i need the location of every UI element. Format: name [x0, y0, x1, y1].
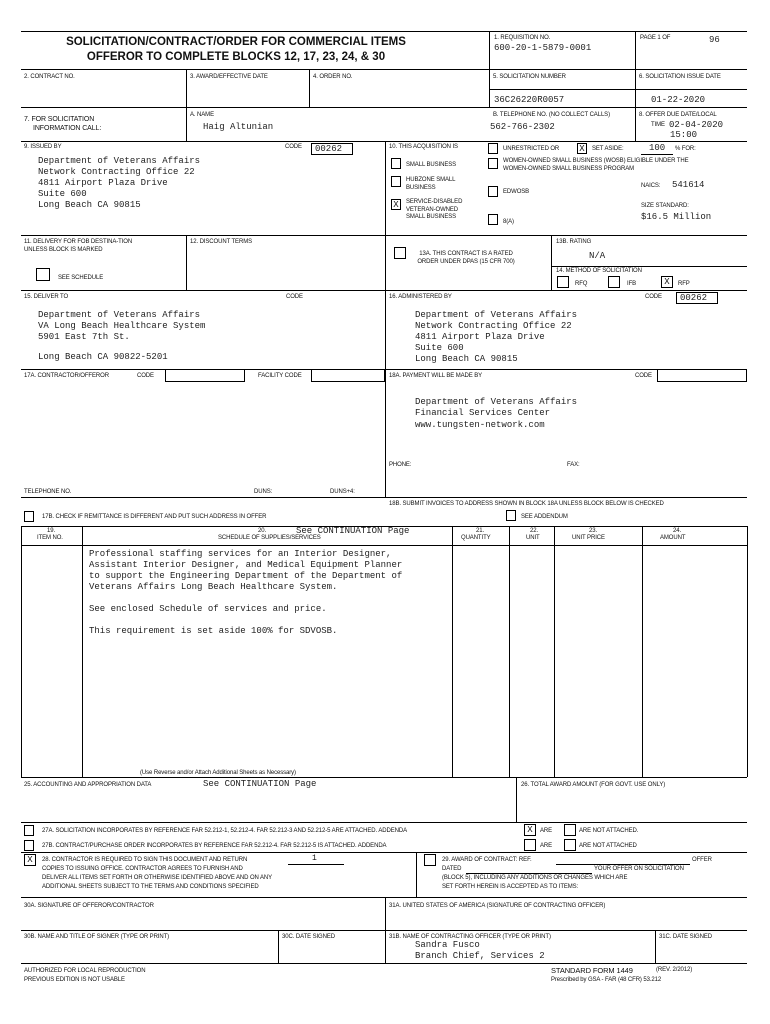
signature-offeror-label: 30A. SIGNATURE OF OFFEROR/CONTRACTOR — [24, 903, 154, 909]
requisition-label: 1. REQUISITION NO. — [494, 35, 551, 41]
address-line: Long Beach CA 90822-5201 — [38, 352, 168, 362]
issued-by-code: 00262 — [315, 144, 343, 154]
set-aside-checkbox[interactable]: X — [577, 143, 587, 154]
acquisition-label: 10. THIS ACQUISITION IS — [389, 144, 458, 150]
issue-date-value[interactable]: 01-22-2020 — [651, 95, 706, 105]
col23-header: UNIT PRICE — [572, 535, 605, 541]
footer-revision: (REV. 2/2012) — [656, 967, 693, 973]
payment-label: 18A. PAYMENT WILL BE MADE BY — [389, 373, 483, 379]
contractor-code-box[interactable] — [165, 369, 245, 382]
solicitation-method-label: 14. METHOD OF SOLICITATION — [556, 268, 642, 274]
form-title-line1: SOLICITATION/CONTRACT/ORDER FOR COMMERCIAL ITEMS — [66, 36, 406, 48]
address-line: 5901 East 7th St. — [38, 332, 130, 342]
col23-number: 23. — [589, 528, 598, 534]
officer-name[interactable]: Sandra Fusco — [415, 940, 480, 950]
officer-title[interactable]: Branch Chief, Services 2 — [415, 951, 545, 961]
27a-are-label: ARE — [540, 828, 553, 834]
hubzone-checkbox[interactable] — [391, 176, 401, 187]
address-line: Network Contracting Office 22 — [415, 321, 572, 331]
total-award-label: 26. TOTAL AWARD AMOUNT (FOR GOVT. USE ONLY) — [521, 782, 666, 788]
address-line: www.tungsten-network.com — [415, 420, 545, 430]
deliver-to-code-label: CODE — [286, 294, 303, 300]
unrestricted-checkbox[interactable] — [488, 143, 498, 154]
solicitation-no-label: 5. SOLICITATION NUMBER — [493, 74, 566, 80]
reverse-note: (Use Reverse and/or Attach Additional Sheets as Necessary) — [140, 770, 296, 776]
issued-by-code-label: CODE — [285, 144, 302, 150]
rating-label: 13B. RATING — [556, 239, 592, 245]
set-aside-percent[interactable]: 100 — [649, 143, 666, 153]
col20-header: SCHEDULE OF SUPPLIES/SERVICES — [218, 535, 321, 541]
accounting-label: 25. ACCOUNTING AND APPROPRIATION DATA — [24, 782, 152, 788]
see-schedule-checkbox[interactable] — [36, 268, 50, 281]
ifb-checkbox[interactable] — [608, 276, 620, 288]
size-standard-value[interactable]: $16.5 Million — [641, 212, 712, 222]
addendum-label: SEE ADDENDUM — [521, 514, 568, 520]
solicitation-no-value[interactable]: 36C26220R0057 — [494, 95, 565, 105]
telephone-value[interactable]: 562-766-2302 — [490, 122, 555, 132]
eight-a-checkbox[interactable] — [488, 214, 498, 225]
addendum-checkbox[interactable] — [506, 510, 516, 521]
address-line: Network Contracting Office 22 — [38, 167, 195, 177]
signature-officer-label: 31A. UNITED STATES OF AMERICA (SIGNATURE OF CONTRACTING OFFICER) — [389, 903, 606, 909]
percent-underline — [641, 154, 673, 155]
rated-order-checkbox[interactable] — [394, 247, 406, 259]
27b-are-label: ARE — [540, 843, 553, 849]
copies-underline — [288, 864, 344, 865]
address-line: Long Beach CA 90815 — [415, 354, 518, 364]
address-line: Department of Veterans Affairs — [415, 397, 578, 407]
address-line: Department of Veterans Affairs — [415, 310, 578, 320]
edwosb-label: EDWOSB — [503, 189, 530, 195]
sdvosb-label: SERVICE-DISABLED VETERAN-OWNED SMALL BUSINESS — [406, 199, 463, 220]
28-text-3: DELIVER ALL ITEMS SET FORTH OR OTHERWISE IDENTIFIED ABOVE AND ON ANY — [42, 875, 273, 881]
contractor-code-label: CODE — [137, 373, 154, 379]
col20-value[interactable]: See CONTINUATION Page — [296, 526, 410, 536]
form-title-line2: OFFEROR TO COMPLETE BLOCKS 12, 17, 23, 24, & 30 — [86, 51, 386, 63]
footer-previous: PREVIOUS EDITION IS NOT USABLE — [24, 977, 125, 983]
col24-header: AMOUNT — [660, 535, 686, 541]
28-copies[interactable]: 1 — [312, 854, 317, 863]
col20-number: 20. — [258, 528, 267, 534]
rating-value[interactable]: N/A — [589, 251, 606, 261]
schedule-description[interactable]: Professional staffing services for an Interior Designer, Assistant Interior Designer, and Medical Equipment Planner to support the Engineering Department of the Department of Veterans Affairs Long Beach Healthcare System. See enclosed Schedule of services and price. This requirement is set aside 100% for SDVOSB. — [89, 549, 403, 636]
administered-by-code: 00262 — [680, 293, 708, 303]
29-checkbox[interactable] — [424, 854, 436, 866]
27a-are-not-checkbox[interactable] — [564, 824, 576, 836]
payment-code-label: CODE — [635, 373, 652, 379]
29-dated: DATED — [442, 866, 462, 872]
dated-underline — [466, 873, 592, 874]
address-line: 4811 Airport Plaza Drive — [415, 332, 545, 342]
officer-date-signed-label: 31C. DATE SIGNED — [659, 934, 712, 940]
issue-date-label: 6. SOLICITATION ISSUE DATE — [639, 74, 721, 80]
address-line: Long Beach CA 90815 — [38, 200, 141, 210]
phone-label: PHONE: — [389, 462, 412, 468]
28-text-2: COPIES TO ISSUING OFFICE. CONTRACTOR AGREES TO FURNISH AND — [42, 866, 243, 872]
discount-terms-label: 12. DISCOUNT TERMS — [190, 239, 252, 245]
see-schedule-label: SEE SCHEDULE — [58, 275, 104, 281]
col19-number: 19. — [47, 528, 56, 534]
unrestricted-label: UNRESTRICTED OR — [503, 146, 560, 152]
rfq-checkbox[interactable] — [557, 276, 569, 288]
contract-no-label: 2. CONTRACT NO. — [24, 74, 75, 80]
contact-name[interactable]: Haig Altunian — [203, 122, 274, 132]
27b-are-checkbox[interactable] — [524, 839, 536, 851]
ref-underline — [556, 864, 690, 865]
facility-code-label: FACILITY CODE — [258, 373, 302, 379]
naics-value[interactable]: 541614 — [672, 180, 705, 190]
rfp-checkbox[interactable]: X — [661, 276, 673, 288]
issued-by-label: 9. ISSUED BY — [24, 144, 62, 150]
small-business-checkbox[interactable] — [391, 158, 401, 169]
contractor-label: 17A. CONTRACTOR/OFFEROR — [24, 373, 109, 379]
info-call-label-1: 7. FOR SOLICITATION — [24, 116, 95, 123]
address-line: Suite 600 — [415, 343, 464, 353]
duns-label: DUNS: — [254, 489, 273, 495]
naics-label: NAICS: — [641, 183, 661, 189]
eight-a-label: 8(A) — [503, 219, 514, 225]
col24-number: 24. — [673, 528, 682, 534]
col22-number: 22. — [530, 528, 539, 534]
29-text-4: SET FORTH HEREIN IS ACCEPTED AS TO ITEMS: — [442, 884, 579, 890]
col19-header: ITEM NO. — [37, 535, 63, 541]
27a-label: 27A. SOLICITATION INCORPORATES BY REFERENCE FAR 52.212-1, 52.212-4. FAR 52.212-3 AND 52.212-5 ARE ATTACHED. ADDENDA — [42, 828, 407, 834]
edwosb-checkbox[interactable] — [488, 186, 498, 197]
col21-header: QUANTITY — [461, 535, 491, 541]
28-text-1: 28. CONTRACTOR IS REQUIRED TO SIGN THIS DOCUMENT AND RETURN — [42, 857, 248, 863]
set-aside-label: SET ASIDE: — [592, 146, 624, 152]
wosb-label: WOMEN-OWNED SMALL BUSINESS (WOSB) ELIGIBLE UNDER THE WOMEN-OWNED SMALL BUSINESS PROGRAM — [503, 158, 689, 172]
size-standard-label: SIZE STANDARD: — [641, 203, 689, 209]
footer-prescribed: Prescribed by GSA - FAR (48 CFR) 53.212 — [551, 977, 662, 983]
administered-by-code-label: CODE — [645, 294, 662, 300]
28-text-4: ADDITIONAL SHEETS SUBJECT TO THE TERMS AND CONDITIONS SPECIFIED — [42, 884, 259, 890]
name-label: A. NAME — [190, 112, 214, 118]
col22-header: UNIT — [526, 535, 540, 541]
signer-name-label: 30B. NAME AND TITLE OF SIGNER (TYPE OR PRINT) — [24, 934, 170, 940]
footer-form-name: STANDARD FORM 1449 — [551, 966, 633, 975]
rated-order-label: 13A. THIS CONTRACT IS A RATED ORDER UNDER DPAS (15 CFR 700) — [417, 251, 515, 265]
address-line: Suite 600 — [38, 189, 87, 199]
col21-number: 21. — [476, 528, 485, 534]
ifb-label: IFB — [627, 281, 637, 287]
remittance-checkbox[interactable] — [24, 511, 34, 522]
accounting-value[interactable]: See CONTINUATION Page — [203, 779, 317, 789]
info-call-label-2: INFORMATION CALL: — [33, 125, 102, 132]
27a-checkbox[interactable] — [24, 825, 34, 836]
27a-are-checkbox[interactable]: X — [524, 824, 536, 836]
remittance-label: 17B. CHECK IF REMITTANCE IS DIFFERENT AND PUT SUCH ADDRESS IN OFFER — [42, 514, 267, 520]
address-line: Department of Veterans Affairs — [38, 310, 201, 320]
offer-due-time[interactable]: 15:00 — [670, 130, 698, 140]
page-total: 96 — [709, 35, 720, 45]
address-line: Financial Services Center — [415, 408, 551, 418]
27b-are-not-checkbox[interactable] — [564, 839, 576, 851]
address-line: VA Long Beach Healthcare System — [38, 321, 206, 331]
officer-name-label: 31B. NAME OF CONTRACTING OFFICER (TYPE OR PRINT) — [389, 934, 551, 940]
address-line: 4811 Airport Plaza Drive — [38, 178, 168, 188]
offer-due-label: 8. OFFER DUE DATE/LOCAL — [639, 112, 717, 118]
footer-authorized: AUTHORIZED FOR LOCAL REPRODUCTION — [24, 968, 146, 974]
28-checkbox[interactable]: X — [24, 854, 36, 866]
order-no-label: 4. ORDER NO. — [313, 74, 353, 80]
payment-code-box[interactable] — [657, 369, 747, 382]
date-signed-label: 30C. DATE SIGNED — [282, 934, 335, 940]
submit-invoices-label: 18B. SUBMIT INVOICES TO ADDRESS SHOWN IN BLOCK 18A UNLESS BLOCK BELOW IS CHECKED — [389, 501, 664, 507]
telephone-label: B. TELEPHONE NO. (NO COLLECT CALLS) — [493, 112, 610, 118]
offer-due-date[interactable]: 02-04-2020 — [669, 120, 724, 130]
27b-are-not-label: ARE NOT ATTACHED — [579, 843, 637, 849]
time-label: TIME — [651, 122, 665, 128]
page-label: PAGE 1 OF — [640, 35, 671, 41]
duns4-label: DUNS+4: — [330, 489, 355, 495]
27a-are-not-label: ARE NOT ATTACHED. — [579, 828, 639, 834]
29-text-1: 29. AWARD OF CONTRACT: REF. — [442, 857, 532, 863]
sdvosb-checkbox[interactable]: X — [391, 199, 401, 210]
small-business-label: SMALL BUSINESS — [406, 162, 457, 168]
facility-code-box[interactable] — [311, 369, 385, 382]
award-date-label: 3. AWARD/EFFECTIVE DATE — [190, 74, 268, 80]
27b-checkbox[interactable] — [24, 840, 34, 851]
29-your-offer: YOUR OFFER ON SOLICITATION — [594, 866, 684, 872]
fax-label: FAX: — [567, 462, 580, 468]
deliver-to-label: 15. DELIVER TO — [24, 294, 69, 300]
27b-label: 27B. CONTRACT/PURCHASE ORDER INCORPORATES BY REFERENCE FAR 52.212-4. FAR 52.212-5 IS ATTACHED. ADDENDA — [42, 843, 387, 849]
hubzone-label: HUBZONE SMALL BUSINESS — [406, 177, 456, 191]
percent-for-label: % FOR: — [675, 146, 696, 152]
telephone-no-label: TELEPHONE NO. — [24, 489, 72, 495]
29-offer: OFFER — [692, 857, 712, 863]
address-line: Department of Veterans Affairs — [38, 156, 201, 166]
rfp-label: RFP — [678, 281, 690, 287]
requisition-value[interactable]: 600-20-1-5879-0001 — [494, 43, 592, 53]
29-text-3: (BLOCK 5), INCLUDING ANY ADDITIONS OR CHANGES WHICH ARE — [442, 875, 628, 881]
rfq-label: RFQ — [575, 281, 588, 287]
wosb-checkbox[interactable] — [488, 158, 498, 169]
fob-label: 11. DELIVERY FOR FOB DESTINA-TION UNLESS BLOCK IS MARKED — [24, 239, 133, 253]
administered-by-label: 16. ADMINISTERED BY — [389, 294, 452, 300]
